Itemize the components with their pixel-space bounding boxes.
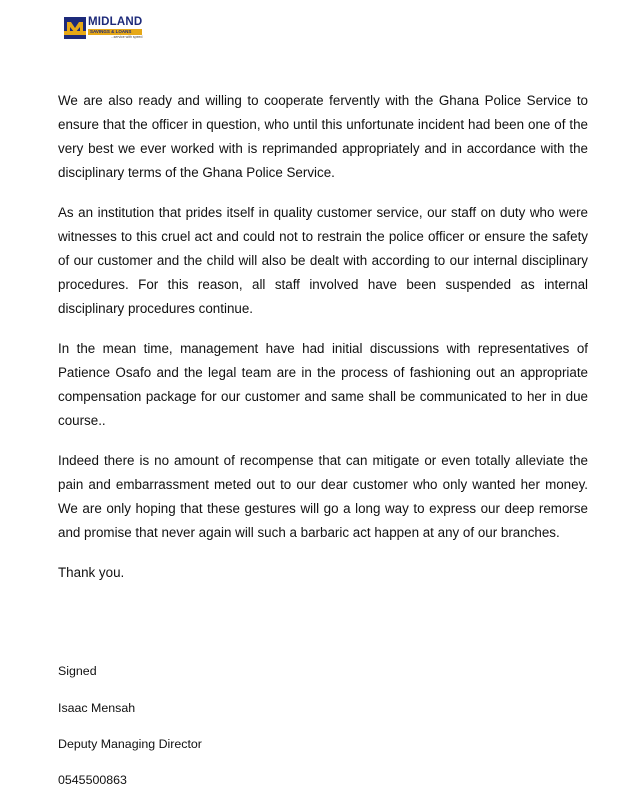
paragraph-staff-discipline: As an institution that prides itself in quality customer service, our staff on duty who were witnesses to this cruel act and could not to restrain the police officer or ensure the safety of our customer and the child will also be dealt with according to our internal disciplinary procedures. For this reason, all staff involved have been suspended as internal disciplinary procedures continue.	[58, 205, 588, 316]
logo-subtitle: SAVINGS & LOANS	[88, 29, 142, 35]
paragraph-compensation: In the mean time, management have had initial discussions with representatives of Patience Osafo and the legal team are in the process of fashioning out an appropriate compensation package for our customer and same shall be communicated to her in due course..	[58, 341, 588, 428]
logo-m-icon	[64, 17, 86, 39]
signatory-name: Isaac Mensah	[58, 701, 136, 715]
paragraph-remorse: Indeed there is no amount of recompense that can mitigate or even totally alleviate the pain and embarrassment meted out to our dear customer who only wanted her money. We are only hoping that these gestures will go a long way to express our deep remorse and promise that never again will such a barbaric act happen at any of our branches.	[58, 453, 588, 540]
logo-name: MIDLAND	[88, 16, 143, 28]
company-logo	[64, 17, 154, 39]
signatory-title: Deputy Managing Director	[58, 737, 202, 751]
closing-line: Thank you.	[58, 565, 125, 580]
paragraph-police-cooperation: We are also ready and willing to cooperate fervently with the Ghana Police Service to ensure that the officer in question, who until this unfortunate incident had been one of the very best we ever worked with is reprimanded appropriately and in accordance with the disciplinary terms of the Ghana Police Service.	[58, 93, 588, 180]
signed-label: Signed	[58, 664, 97, 678]
logo-tagline: ...service with speed	[110, 35, 143, 39]
letter-body	[58, 89, 588, 585]
contact-phone: 0545500863	[58, 773, 127, 787]
